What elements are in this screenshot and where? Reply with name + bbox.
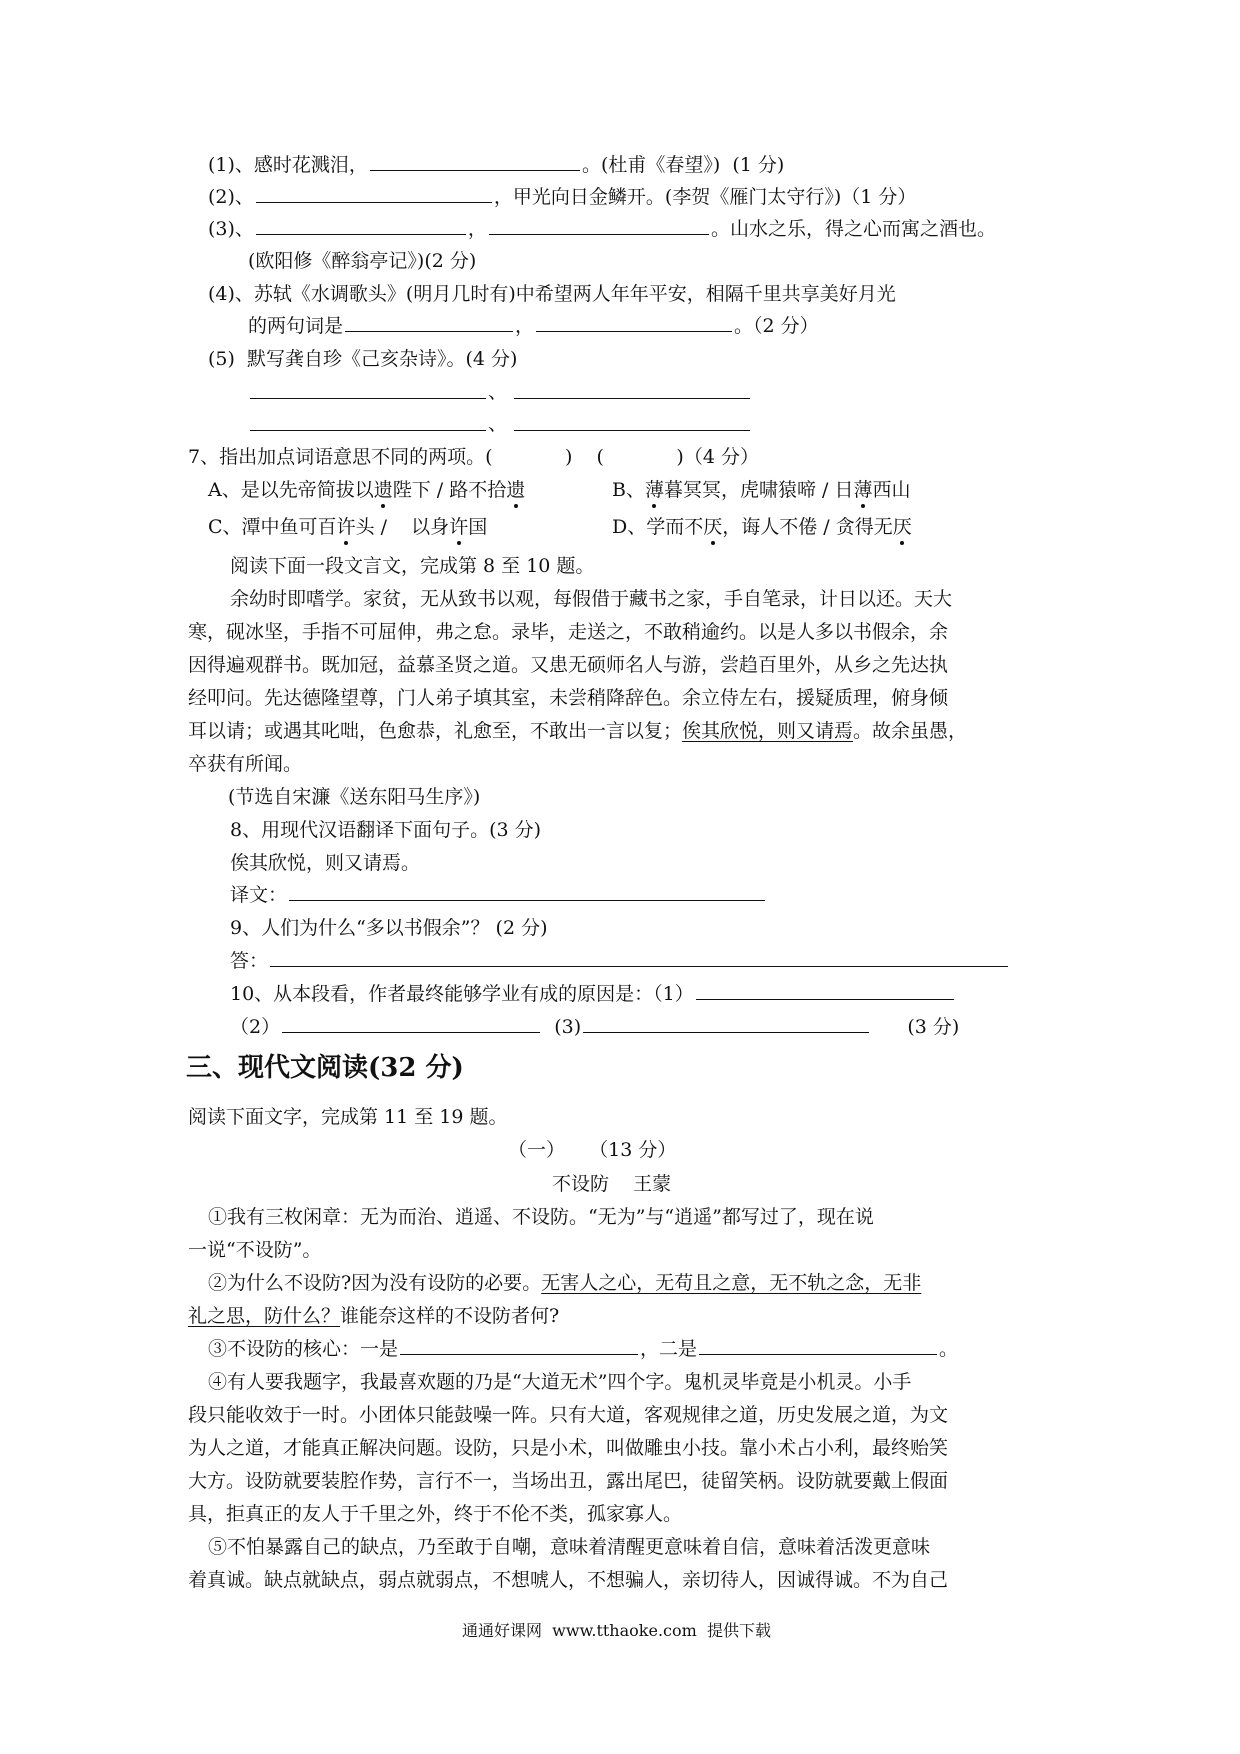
article-paragraph: 大方。设防就要装腔作势，言行不一，当场出丑，露出尾巴，徒留笑柄。设防就要戴上假面 [188,1470,949,1492]
answer-blank[interactable] [699,1336,937,1355]
article-q-blank: ③不设防的核心：一是 ，二是 。 [208,1338,959,1360]
q7-option-b[interactable]: B、薄暮冥冥，虎啸猿啼 / 日薄西山 [612,479,911,501]
q9-stem: 9、人们为什么“多以书假余”？ (2 分) [230,917,548,939]
q6-item-5: (5) 默写龚自珍《己亥杂诗》。(4 分) [208,348,518,370]
answer-blank[interactable] [536,313,732,332]
article-title: 不设防 王蒙 [552,1173,672,1195]
answer-blank[interactable] [489,216,709,235]
answer-line[interactable] [250,398,486,399]
passage-line: 余幼时即嗜学。家贫，无从致书以观，每假借于藏书之家，手自笔录，计日以还。天大 [230,588,953,610]
article-paragraph: ②为什么不设防?因为没有设防的必要。无害人之心，无苟且之意，无不轨之念，无非 [208,1272,922,1294]
answer-blank[interactable] [583,1014,869,1033]
q6-item-1: (1)、感时花溅泪， 。(杜甫《春望》) (1 分) [208,154,785,176]
q7-stem: 7、指出加点词语意思不同的两项。( ) ( )（4 分） [188,446,759,468]
underlined-sentence: 无害人之心，无苟且之意，无不轨之念，无非 [541,1272,922,1294]
answer-line[interactable] [250,430,486,431]
q7-option-d[interactable]: D、学而不厌，诲人不倦 / 贪得无厌 [612,516,912,538]
q6-item-3: (3)、 ， 。山水之乐，得之心而寓之酒也。 [208,218,996,240]
passage-line: 寒，砚冰坚，手指不可屈伸，弗之怠。录毕，走送之，不敢稍逾约。以是人多以书假余，余 [188,621,949,643]
article-paragraph: ④有人要我题字，我最喜欢题的乃是“大道无术”四个字。鬼机灵毕竟是小机灵。小手 [208,1371,912,1393]
article-paragraph: 礼之思，防什么？谁能奈这样的不设防者何? [188,1305,560,1327]
underlined-sentence: 俟其欣悦，则又请焉 [682,720,854,742]
q7-option-a[interactable]: A、是以先帝简拔以遗陛下 / 路不拾遗 [208,479,526,501]
passage-source: (节选自宋濂《送东阳马生序》) [228,786,481,808]
q6-item-4: (4)、苏轼《水调歌头》(明月几时有)中希望两人年年平安，相隔千里共享美好月光 [208,283,896,305]
page-footer: 通通好课网 www.tthaoke.com 提供下载 [462,1621,771,1640]
article-paragraph: 为人之道，才能真正解决问题。设防，只是小术，叫做雕虫小技。靠小术占小利，最终贻笑 [188,1437,949,1459]
passage-line: 经叩问。先达德隆望尊，门人弟子填其室，未尝稍降辞色。余立侍左右，援疑质理，俯身倾 [188,687,949,709]
passage-line: 卒获有所闻。 [188,753,303,775]
passage-intro: 阅读下面一段文言文，完成第 8 至 10 题。 [230,555,595,577]
q6-item-3-source: (欧阳修《醉翁亭记》)(2 分) [248,250,477,272]
passage-line: 因得遍观群书。既加冠，益慕圣贤之道。又患无硕师名人与游，尝趋百里外，从乡之先达执 [188,654,949,676]
q8-answer: 译文： [230,882,767,910]
answer-blank[interactable] [696,981,954,1000]
q8-stem: 8、用现代汉语翻译下面句子。(3 分) [230,819,542,841]
article-paragraph: 具，拒真正的友人于千里之外，终于不伦不类，孤家寡人。 [188,1503,683,1525]
answer-blank[interactable] [282,1014,540,1033]
passage-line: 耳以请；或遇其叱咄，色愈恭，礼愈至，不敢出一言以复；俟其欣悦，则又请焉。故余虽愚， [188,720,968,742]
answer-blank[interactable] [400,1336,638,1355]
part-heading: （一） （13 分） [508,1139,677,1161]
separator: 、 [488,413,508,435]
article-paragraph: 段只能收效于一时。小团体只能鼓噪一阵。只有大道，客观规律之道，历史发展之道，为文 [188,1404,949,1426]
q6-item-2: (2)、 ，甲光向日金鳞开。(李贺《雁门太守行》)（1 分） [208,186,917,208]
q8-sentence: 俟其欣悦，则又请焉。 [230,852,421,874]
q6-item-4-cont: 的两句词是 ， 。（2 分） [248,315,819,337]
q9-answer: 答： [230,948,1010,976]
q7-option-c[interactable]: C、潭中鱼可百许头 / 以身许国 [208,516,488,538]
article-paragraph: ①我有三枚闲章：无为而治、逍遥、不设防。“无为”与“逍遥”都写过了，现在说 [208,1206,874,1228]
answer-blank[interactable] [370,152,580,171]
section-intro: 阅读下面文字，完成第 11 至 19 题。 [188,1106,508,1128]
answer-blank[interactable] [270,948,1008,967]
q10-stem: 10、从本段看，作者最终能够学业有成的原因是：（1） [230,981,956,1009]
article-paragraph: 着真诚。缺点就缺点，弱点就弱点，不想唬人，不想骗人，亲切待人，因诚得诚。不为自己 [188,1569,949,1591]
article-paragraph: 一说“不设防”。 [188,1239,322,1261]
answer-line[interactable] [514,430,750,431]
answer-blank[interactable] [256,184,492,203]
answer-line[interactable] [514,398,750,399]
separator: 、 [488,381,508,403]
article-paragraph: ⑤不怕暴露自己的缺点，乃至敢于自嘲，意味着清醒更意味着自信，意味着活泼更意味 [208,1536,931,1558]
underlined-sentence: 礼之思，防什么？ [188,1305,341,1327]
answer-blank[interactable] [256,216,466,235]
q10-answers: （2） (3) (3 分) [230,1016,960,1038]
answer-blank[interactable] [289,882,765,901]
answer-blank[interactable] [345,313,513,332]
section-title: 三、现代文阅读(32 分) [186,1053,464,1083]
